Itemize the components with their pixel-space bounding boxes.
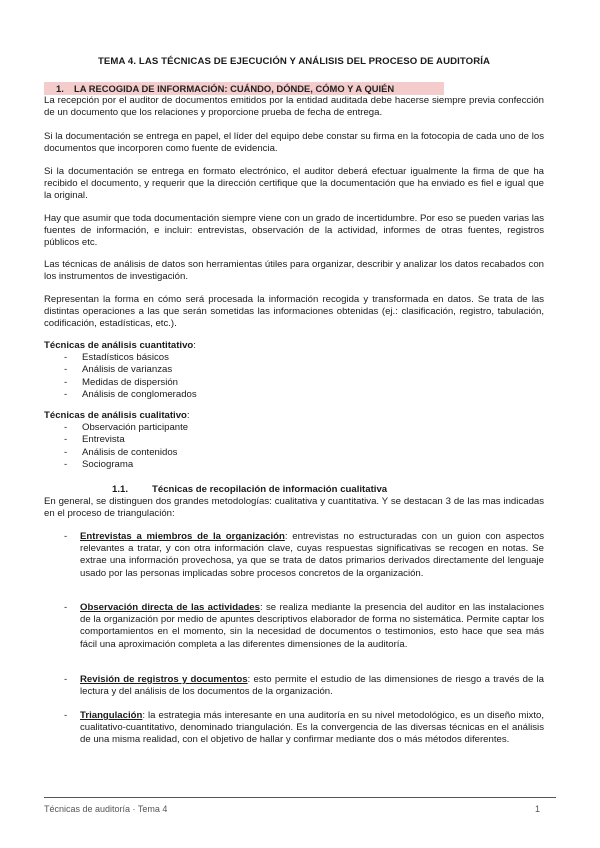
bullet-marker: -	[64, 674, 68, 685]
subsection-intro: En general, se distinguen dos grandes metodologías: cualitativa y cuantitativa. Y se destacan 3 de las mas indicadas en el proceso de triangulación:	[44, 496, 544, 520]
list-item: - Entrevista	[44, 434, 544, 446]
bullet-text: : se realiza mediante la presencia del auditor en las instalaciones de la organización por medio de apuntes descriptivos elaborador de forma no sistemática. Permite captar los comportamientos en el momento, sin la necesidad de documentos o testimonios, esto hace que sea más fácil una aproximación completa a las diferentes dimensiones de la auditoría.	[80, 602, 544, 650]
quant-heading-line	[44, 340, 544, 352]
paragraph: Las técnicas de análisis de datos son herramientas útiles para organizar, describir y analizar los datos recabados con los instrumentos de investigación.	[44, 259, 544, 283]
list-item: - Medidas de dispersión	[44, 377, 544, 389]
section-heading-1	[44, 82, 444, 95]
bullet-marker: -	[64, 710, 68, 721]
quant-block	[44, 340, 544, 401]
subsection-title: Técnicas de recopilación de información cualitativa	[152, 484, 388, 495]
list-item: - Análisis de contenidos	[44, 447, 544, 459]
quant-list	[44, 352, 544, 401]
bullet-item	[44, 710, 544, 747]
bullet-item	[44, 602, 544, 651]
bullet-item	[44, 531, 544, 580]
quant-heading: Técnicas de análisis cuantitativo	[44, 340, 194, 351]
paragraph: La recepción por el auditor de documentos emitidos por la entidad auditada debe hacerse siempre previa confección de un documento que los relaciones y proporcione prueba de fecha de entrega.	[44, 95, 544, 119]
qual-heading: Técnicas de análisis cualitativo	[44, 410, 187, 421]
document-title: TEMA 4. LAS TÉCNICAS DE EJECUCIÓN Y ANÁLISIS DEL PROCESO DE AUDITORÍA	[97, 56, 491, 67]
bullet-text: : esto permite el estudio de las dimensiones de riesgo a través de la lectura y del análisis de los documentos de la organización.	[80, 674, 544, 698]
paragraph: Si la documentación se entrega en papel, el líder del equipo debe constar su firma en la fotocopia de cada uno de los documentos que incorporen como fuente de evidencia.	[44, 131, 544, 155]
footer-label: Técnicas de auditoría · Tema 4	[44, 804, 168, 814]
section-number: 1.	[56, 83, 64, 94]
subsection-heading	[44, 484, 544, 496]
list-item: - Análisis de varianzas	[44, 364, 544, 376]
paragraph: Hay que asumir que toda documentación siempre viene con un grado de incertidumbre. Por eso se pueden varias las fuentes de información, e incluir: entrevistas, observación de la actividad, informes de otras fuentes, registros públicos etc.	[44, 213, 544, 249]
subsection-number: 1.1.	[112, 484, 129, 495]
bullet-term: Entrevistas a miembros de la organización	[80, 531, 285, 542]
qual-heading-line	[44, 410, 544, 422]
qual-list	[44, 422, 544, 471]
paragraph: Representan la forma en cómo será procesada la información recogida y transformada en datos. Se trata de las distintas operaciones a las que serán sometidas las informaciones obtenidas (ej.: clasificación, registro, tabulación, codificación, estadísticas, etc.).	[44, 294, 544, 330]
list-item: - Observación participante	[44, 422, 544, 434]
bullet-text: : entrevistas no estructuradas con un guion con aspectos relevantes a tratar, y con otra información clave, cuyas respuestas significativas se recogen en notas. Se extrae una información provechosa, ya que se trata de datos primarios derivados directamente del lenguaje usado por las personas implicadas sobre procesos concretos de la organización.	[80, 531, 544, 579]
bullet-text: : la estrategia más interesante en una auditoría en su nivel metodológico, es un diseño mixto, cualitativo-cuantitativo, denominado triangulación. Es la convergencia de las diversas técnicas en el análisis de una misma realidad, con el objetivo de hallar y confirmar mediante dos o más métodos diferentes.	[80, 710, 544, 746]
list-item: - Sociograma	[44, 459, 544, 471]
bullet-term: Observación directa de las actividades	[80, 602, 260, 613]
section-title: LA RECOGIDA DE INFORMACIÓN: CUÁNDO, DÓNDE, CÓMO Y A QUIÉN	[74, 83, 395, 94]
list-item: - Análisis de conglomerados	[44, 389, 544, 401]
page-number: 1	[535, 804, 541, 814]
bullet-marker: -	[64, 602, 68, 613]
colon: :	[193, 340, 196, 351]
paragraph: Si la documentación se entrega en formato electrónico, el auditor deberá efectuar igualmente la firma de que ha recibido el documento, y requerir que la dirección certifique que la documentación que ha enviado es fiel e igual que la original.	[44, 166, 544, 202]
bullet-item	[44, 674, 544, 698]
footer-divider	[44, 797, 556, 798]
qual-block	[44, 410, 544, 471]
bullet-term: Triangulación	[80, 710, 143, 721]
bullet-marker: -	[64, 531, 68, 542]
bullet-term: Revisión de registros y documentos	[80, 674, 248, 685]
list-item: - Estadísticos básicos	[44, 352, 544, 364]
colon: :	[186, 410, 190, 421]
